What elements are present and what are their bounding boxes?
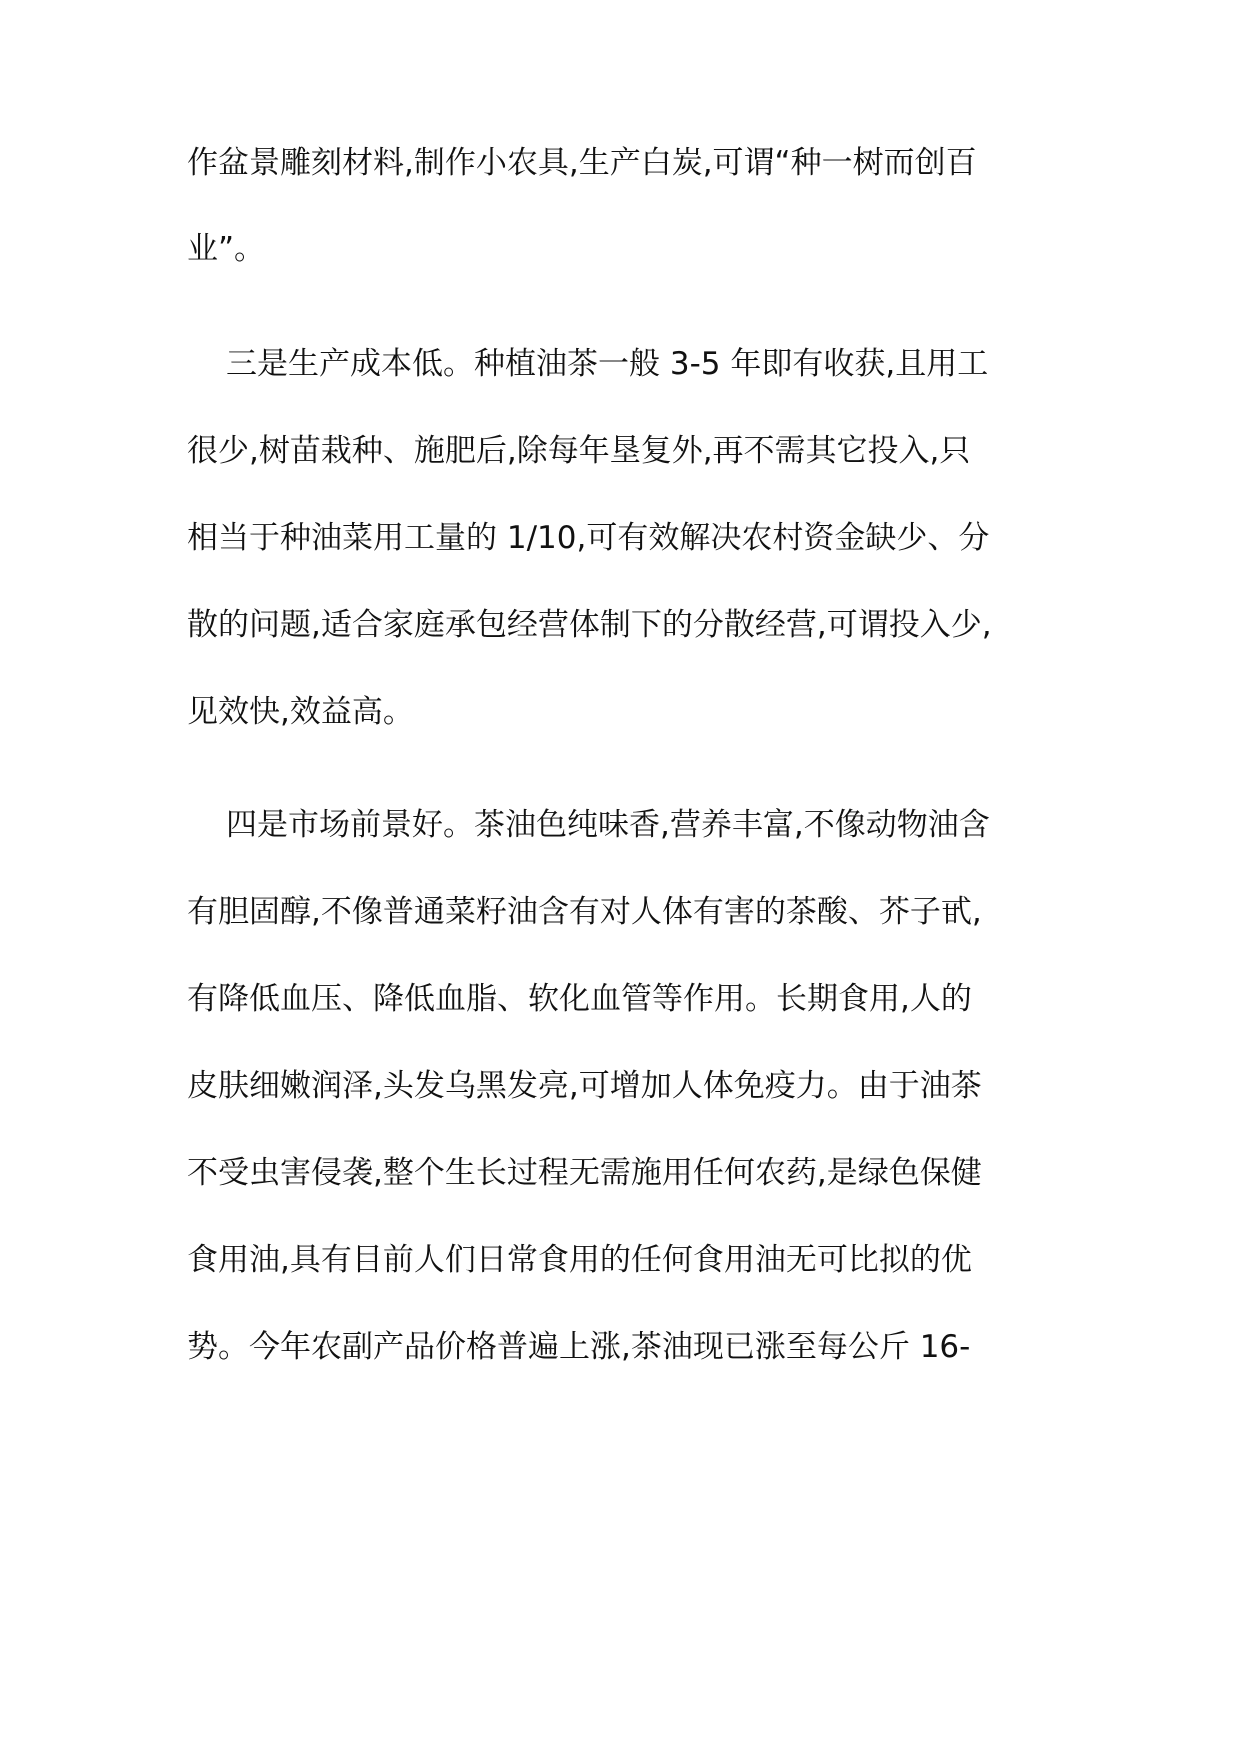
text-line: 见效快,效益高。 (187, 694, 414, 730)
text-line: 食用油,具有目前人们日常食用的任何食用油无可比拟的优 (187, 1242, 972, 1278)
text-line: 有降低血压、降低血脂、软化血管等作用。长期食用,人的 (187, 981, 972, 1017)
text-line: 势。今年农副产品价格普遍上涨,茶油现已涨至每公斤 16- (187, 1329, 971, 1365)
text-line: 散的问题,适合家庭承包经营体制下的分散经营,可谓投入少, (187, 607, 992, 643)
text-line: 很少,树苗栽种、施肥后,除每年垦复外,再不需其它投入,只 (187, 433, 971, 469)
paragraph-first-line: 四是市场前景好。茶油色纯味香,营养丰富,不像动物油含 (226, 807, 990, 843)
text-line: 不受虫害侵袭,整个生长过程无需施用任何农药,是绿色保健 (187, 1155, 982, 1191)
text-line: 业”。 (187, 231, 266, 267)
paragraph-first-line: 三是生产成本低。种植油茶一般 3-5 年即有收获,且用工 (226, 346, 989, 382)
text-line: 相当于种油菜用工量的 1/10,可有效解决农村资金缺少、分 (187, 520, 990, 556)
text-line: 有胆固醇,不像普通菜籽油含有对人体有害的茶酸、芥子甙, (187, 894, 982, 930)
text-line: 皮肤细嫩润泽,头发乌黑发亮,可增加人体免疫力。由于油茶 (187, 1068, 982, 1104)
text-line: 作盆景雕刻材料,制作小农具,生产白炭,可谓“种一树而创百 (187, 145, 977, 181)
